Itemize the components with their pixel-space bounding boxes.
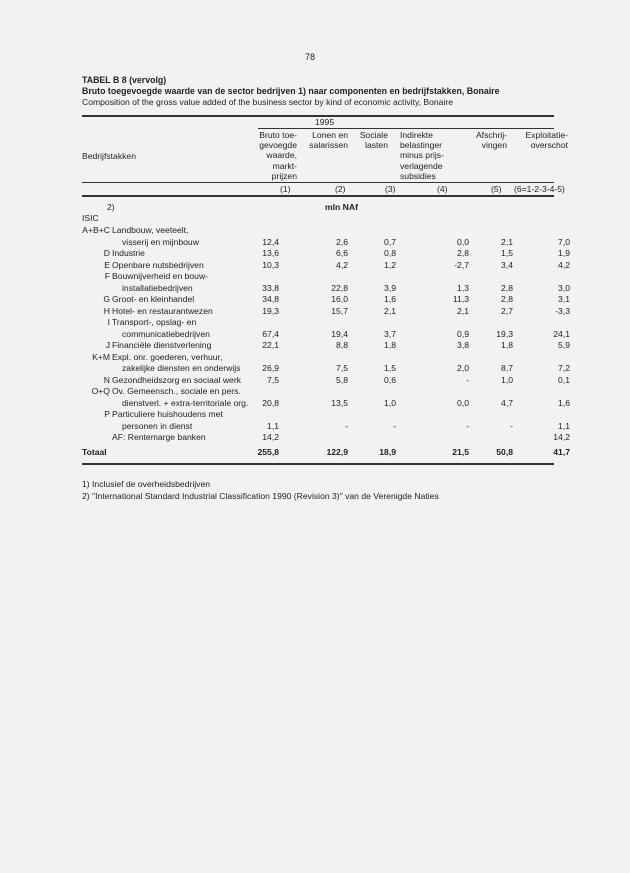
- cell-value: 7,5: [336, 363, 348, 373]
- cell-value: 2,0: [457, 363, 469, 373]
- footnote-ref: 2): [107, 202, 115, 212]
- cell-value: 1,5: [384, 363, 396, 373]
- header-line: verlagende: [400, 160, 443, 171]
- cell-value: 2,6: [336, 236, 348, 247]
- isic-code: I: [107, 317, 110, 327]
- rule-year: [258, 128, 554, 129]
- cell-value: -: [466, 420, 469, 431]
- cell-value: -: [393, 420, 396, 431]
- col-number-5: (5): [491, 184, 502, 194]
- cell-value: 3,4: [501, 259, 513, 270]
- cell-value: -: [510, 420, 513, 431]
- cell-value: 1,6: [384, 294, 396, 304]
- rule-header: [82, 182, 554, 183]
- cell-value: 34,8: [262, 294, 279, 304]
- table-row: [0, 409, 630, 421]
- table-row: [0, 386, 630, 398]
- header-col-5: [476, 130, 507, 150]
- cell-value: 3,8: [457, 340, 469, 350]
- isic-code: A+B+C: [82, 225, 110, 235]
- cell-value: 5,8: [336, 374, 348, 385]
- header-line: lasten: [365, 140, 388, 151]
- header-col-6: [525, 130, 568, 150]
- cell-value: 7,2: [558, 363, 570, 373]
- cell-value: 1,8: [384, 340, 396, 350]
- header-line: Afschrij-: [475, 130, 507, 140]
- header-line: Lonen en: [312, 130, 348, 140]
- header-year: 1995: [315, 117, 335, 127]
- cell-value: 11,3: [452, 294, 469, 304]
- isic-code: P: [104, 409, 110, 419]
- table-row: [0, 329, 630, 341]
- header-line: Exploitatie-: [525, 130, 568, 140]
- cell-value: 7,5: [267, 374, 279, 385]
- cell-value: 0,7: [384, 236, 396, 247]
- isic-code: O+Q: [91, 386, 110, 396]
- header-line: waarde,: [266, 150, 297, 161]
- header-col-3: [360, 130, 388, 150]
- isic-code: F: [104, 271, 110, 281]
- row-label: Expl. onr. goederen, verhuur,: [112, 351, 223, 362]
- col-number-1: (1): [280, 184, 291, 194]
- row-label: dienstverl. + extra-territoriale org.: [122, 397, 249, 408]
- table-title-dutch: Bruto toegevoegde waarde van de sector bedrijven 1) naar componenten en bedrijfstakken, Bonaire: [82, 86, 500, 96]
- table-row: [0, 352, 630, 364]
- cell-value: 6,6: [336, 248, 348, 258]
- table-row: [0, 294, 630, 306]
- isic-code: G: [103, 294, 110, 304]
- cell-value: 5,9: [558, 340, 570, 350]
- row-label: Industrie: [112, 248, 145, 258]
- cell-value: 13,6: [262, 248, 279, 258]
- total-value: 50,8: [496, 447, 513, 457]
- header-line: subsidies: [400, 170, 436, 181]
- row-label: zakelijke diensten en onderwijs: [122, 363, 241, 373]
- classification-label: ISIC: [82, 213, 99, 223]
- total-row: [0, 447, 630, 459]
- row-label: Openbare nutsbedrijven: [112, 259, 204, 270]
- rule-colnumbers: [82, 195, 554, 197]
- rule-bottom: [82, 463, 554, 465]
- header-line: markt-: [272, 160, 297, 171]
- row-label: Hotel- en restaurantwezen: [112, 305, 213, 316]
- cell-value: 14,2: [262, 432, 279, 442]
- header-line: vingen: [481, 140, 507, 151]
- cell-value: 0,0: [457, 236, 469, 247]
- row-label: Transport-, opslag- en: [112, 317, 197, 327]
- header-row-label: Bedrijfstakken: [82, 151, 136, 161]
- total-value: 122,9: [326, 447, 348, 457]
- cell-value: 2,8: [457, 248, 469, 258]
- header-line: minus prijs-: [400, 150, 444, 161]
- table-row: [0, 398, 630, 410]
- table-row: [0, 225, 630, 237]
- total-label: Totaal: [82, 447, 107, 457]
- cell-value: 22,8: [331, 282, 348, 293]
- cell-value: 33,8: [262, 282, 279, 293]
- table-id: TABEL B 8 (vervolg): [82, 75, 167, 85]
- cell-value: 1,8: [501, 340, 513, 350]
- cell-value: 3,9: [384, 282, 396, 293]
- row-label: Groot- en kleinhandel: [112, 294, 195, 304]
- cell-value: 1,5: [501, 248, 513, 258]
- cell-value: 4,2: [336, 259, 348, 270]
- table-row: [0, 248, 630, 260]
- cell-value: 4,2: [558, 259, 570, 270]
- cell-value: 19,3: [496, 328, 513, 339]
- row-label: visserij en mijnbouw: [122, 236, 199, 247]
- cell-value: 1,0: [501, 374, 513, 385]
- table-row: [0, 375, 630, 387]
- isic-code: K+M: [92, 351, 110, 362]
- cell-value: 10,3: [262, 259, 279, 270]
- cell-value: 0,6: [384, 374, 396, 385]
- cell-value: 1,9: [558, 248, 570, 258]
- row-label: AF: Rentemarge banken: [112, 432, 206, 442]
- page-number: 78: [305, 52, 316, 62]
- cell-value: 2,8: [501, 294, 513, 304]
- table-row: [0, 432, 630, 444]
- cell-value: 8,7: [501, 363, 513, 373]
- cell-value: 2,1: [457, 305, 469, 316]
- total-value: 41,7: [553, 447, 570, 457]
- cell-value: 12,4: [262, 236, 279, 247]
- header-line: overschot: [530, 140, 568, 151]
- unit-label: mln NAf: [325, 202, 358, 212]
- cell-value: 4,7: [501, 397, 513, 408]
- header-line: prijzen: [271, 170, 297, 181]
- cell-value: 0,1: [558, 374, 570, 385]
- row-label: Landbouw, veeteelt,: [112, 225, 189, 235]
- table-row: [0, 271, 630, 283]
- isic-code: N: [103, 374, 110, 385]
- cell-value: 16,0: [331, 294, 348, 304]
- cell-value: 3,0: [558, 282, 570, 293]
- isic-code: J: [105, 340, 110, 350]
- cell-value: 1,6: [558, 397, 570, 408]
- row-label: installatiebedrijven: [122, 282, 193, 293]
- row-label: Financiële dienstverlening: [112, 340, 212, 350]
- cell-value: 7,0: [558, 236, 570, 247]
- total-value: 21,5: [452, 447, 469, 457]
- total-value: 18,9: [379, 447, 396, 457]
- cell-value: 1,2: [384, 259, 396, 270]
- cell-value: 19,3: [262, 305, 279, 316]
- footnote-2: 2) "International Standard Industrial Classification 1990 (Revision 3)" van de Verenigde Naties: [82, 491, 439, 501]
- header-line: belastinger: [400, 140, 443, 151]
- header-line: Sociale: [359, 130, 388, 140]
- col-number-6: (6=1-2-3-4-5): [514, 184, 565, 194]
- table-row: [0, 363, 630, 375]
- cell-value: 0,8: [384, 248, 396, 258]
- cell-value: 14,2: [553, 432, 570, 442]
- col-number-3: (3): [385, 184, 396, 194]
- cell-value: 19,4: [331, 328, 348, 339]
- header-line: gevoegde: [259, 140, 297, 151]
- cell-value: -2,7: [454, 259, 469, 270]
- header-col-1: [259, 130, 297, 181]
- table-title-english: Composition of the gross value added of the business sector by kind of economic activity, Bonaire: [82, 97, 454, 107]
- cell-value: 1,3: [457, 282, 469, 293]
- cell-value: 2,7: [501, 305, 513, 316]
- table-row: [0, 237, 630, 249]
- isic-code: H: [103, 305, 110, 316]
- table-row: [0, 421, 630, 433]
- row-label: communicatiebedrijven: [122, 328, 210, 339]
- row-label: Particuliere huishoudens met: [112, 409, 223, 419]
- cell-value: 3,7: [384, 328, 396, 339]
- cell-value: 1,1: [267, 420, 279, 431]
- isic-code: D: [103, 248, 110, 258]
- total-value: 255,8: [257, 447, 279, 457]
- cell-value: -3,3: [555, 305, 570, 316]
- col-number-4: (4): [437, 184, 448, 194]
- cell-value: 26,9: [262, 363, 279, 373]
- cell-value: 20,8: [262, 397, 279, 408]
- cell-value: 1,1: [558, 420, 570, 431]
- header-line: salarissen: [309, 140, 348, 151]
- table-row: [0, 306, 630, 318]
- cell-value: 8,8: [336, 340, 348, 350]
- cell-value: 2,1: [501, 236, 513, 247]
- row-label: Bouwnijverheid en bouw-: [112, 271, 209, 281]
- cell-value: -: [466, 374, 469, 385]
- footnote-1: 1) Inclusief de overheidsbedrijven: [82, 479, 211, 489]
- header-line: Indirekte: [400, 130, 433, 140]
- cell-value: 13,5: [331, 397, 348, 408]
- header-col-4: [400, 130, 444, 181]
- row-label: personen in dienst: [122, 420, 193, 431]
- cell-value: 3,1: [558, 294, 570, 304]
- cell-value: 0,9: [457, 328, 469, 339]
- cell-value: 1,0: [384, 397, 396, 408]
- table-row: [0, 317, 630, 329]
- row-label: Ov. Gemeensch., sociale en pers.: [112, 386, 241, 396]
- cell-value: 24,1: [553, 328, 570, 339]
- cell-value: 2,1: [384, 305, 396, 316]
- header-col-2: [309, 130, 348, 150]
- row-label: Gezondheidszorg en sociaal werk: [112, 374, 241, 385]
- cell-value: 2,8: [501, 282, 513, 293]
- col-number-2: (2): [335, 184, 346, 194]
- cell-value: 22,1: [262, 340, 279, 350]
- isic-code: E: [104, 259, 110, 270]
- cell-value: -: [345, 420, 348, 431]
- cell-value: 15,7: [331, 305, 348, 316]
- table-row: [0, 283, 630, 295]
- header-line: Bruto toe-: [259, 130, 297, 140]
- cell-value: 67,4: [262, 328, 279, 339]
- table-row: [0, 340, 630, 352]
- cell-value: 0,0: [457, 397, 469, 408]
- table-row: [0, 260, 630, 272]
